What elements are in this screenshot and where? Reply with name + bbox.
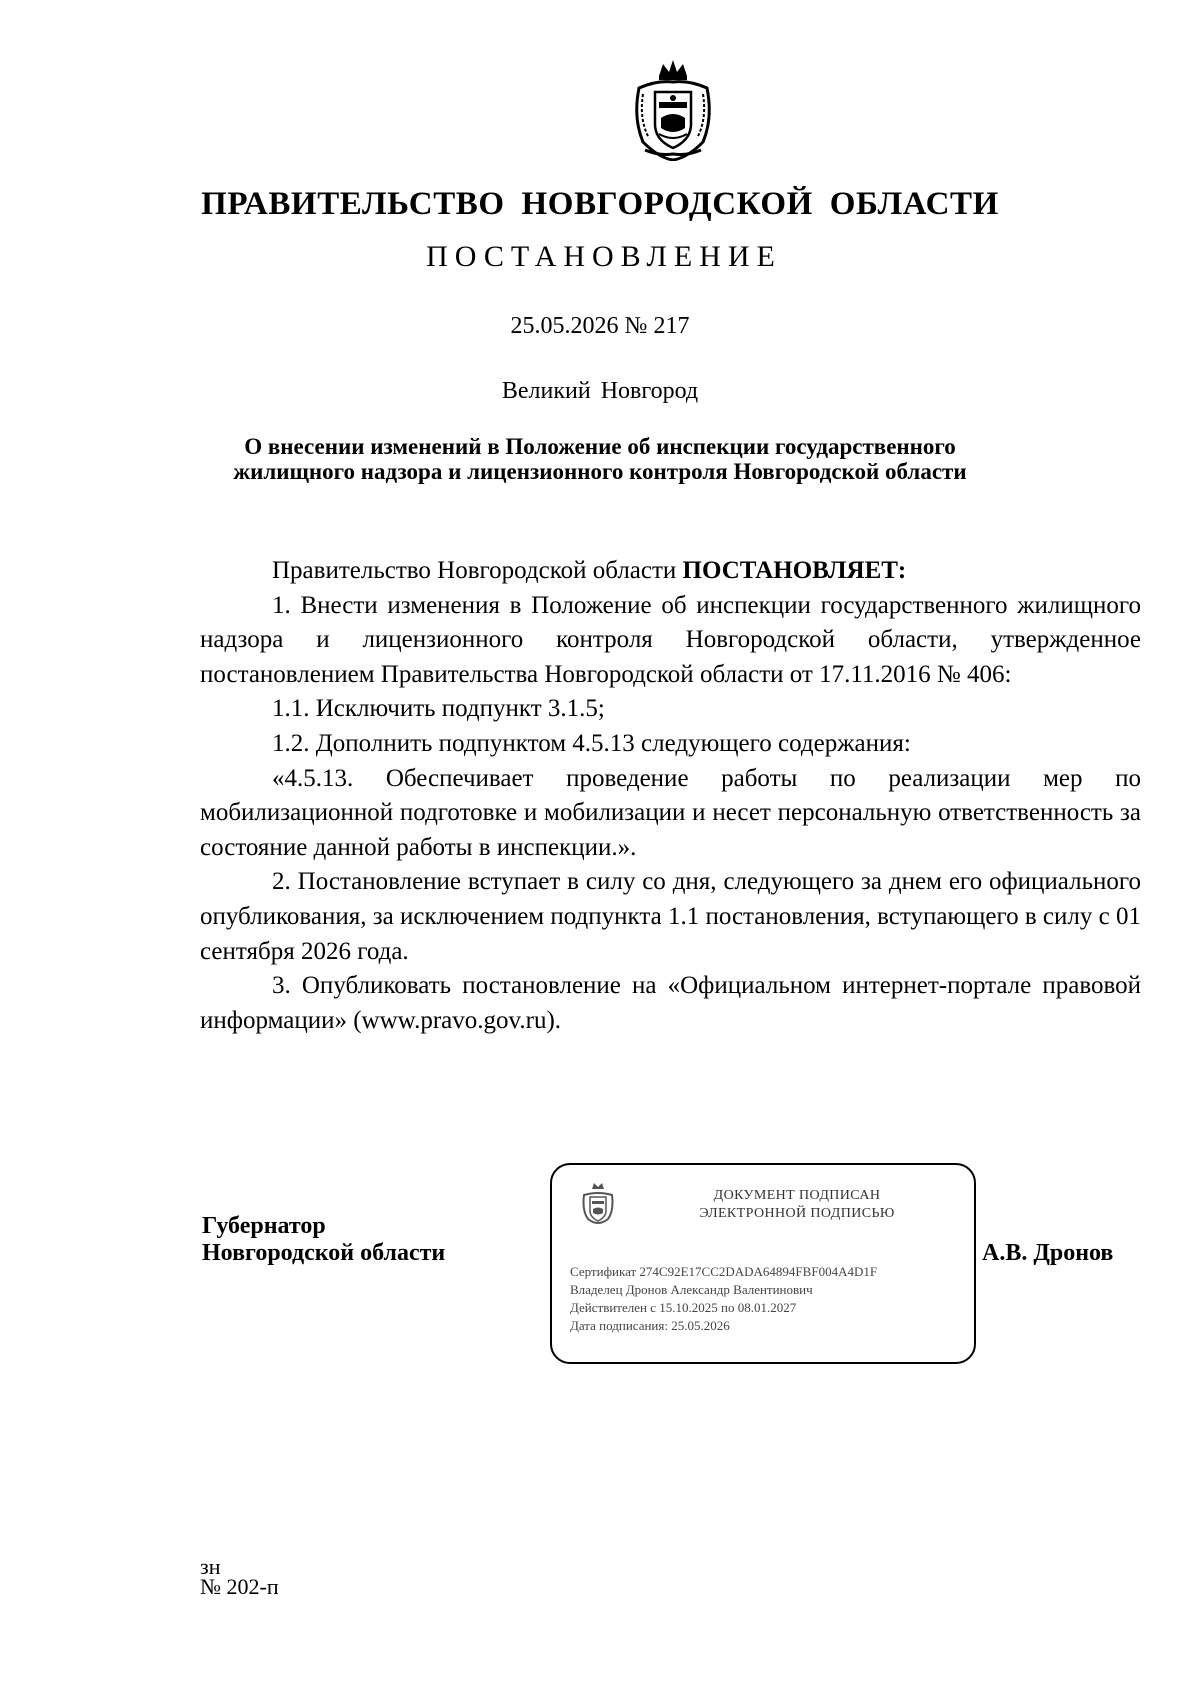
document-date-number: 25.05.2026 № 217: [510, 313, 690, 339]
novgorod-coat-of-arms-icon: [629, 58, 717, 161]
preamble-decree-word: ПОСТАНОВЛЯЕТ:: [682, 557, 907, 584]
signer-name: А.В. Дронов: [982, 1240, 1114, 1266]
stamp-header-line-1: ДОКУМЕНТ ПОДПИСАН: [713, 1188, 881, 1203]
document-body: [200, 554, 1141, 1038]
signer-title: [202, 1213, 445, 1267]
paragraph-1-2-text: «4.5.13. Обеспечивает проведение работы по реализации мер по мобилизационной подготовке и мобилизации и несет персональную ответственность за состояние данной работы в инспекции.».: [200, 764, 1141, 861]
paragraph-3: 3. Опубликовать постановление на «Официальном интернет-портале правовой информации» (www.pravo.gov.ru).: [200, 972, 1141, 1034]
paragraph-1-1: 1.1. Исключить подпункт 3.1.5;: [272, 695, 605, 723]
footer-code-line-1: зн: [200, 1554, 221, 1579]
stamp-validity: Действителен с 15.10.2025 по 08.01.2027: [570, 1300, 797, 1315]
document-city: Великий Новгород: [501, 378, 699, 404]
stamp-header: [652, 1187, 942, 1223]
paragraph-1: 1. Внести изменения в Положение об инспекции государственного жилищного надзора и лицензионного контроля Новгородской области, утвержденное постановлением Правительства Новгородской области от 17.11.2016 № 406:: [200, 591, 1141, 688]
document-subject: [180, 434, 1020, 484]
paragraph-1-2: 1.2. Дополнить подпунктом 4.5.13 следующего содержания:: [272, 729, 911, 757]
signer-title-line-2: Новгородской области: [202, 1240, 446, 1266]
preamble-text: Правительство Новгородской области: [272, 557, 683, 584]
organization-title: ПРАВИТЕЛЬСТВО НОВГОРОДСКОЙ ОБЛАСТИ: [201, 186, 999, 222]
footer-registration-code: [200, 1554, 279, 1599]
stamp-owner: Владелец Дронов Александр Валентинович: [570, 1282, 813, 1297]
subject-line-1: О внесении изменений в Положение об инспекции государственного: [244, 434, 956, 459]
footer-code-line-2: № 202-п: [200, 1574, 279, 1599]
stamp-header-line-2: ЭЛЕКТРОННОЙ ПОДПИСЬЮ: [699, 1206, 895, 1221]
electronic-signature-stamp: [550, 1163, 976, 1364]
stamp-certificate: Сертификат 274C92E17CC2DADA64894FBF004A4D1F: [570, 1264, 878, 1279]
stamp-signed-date: Дата подписания: 25.05.2026: [570, 1318, 730, 1333]
coat-of-arms-small-icon: [580, 1181, 616, 1227]
preamble: [200, 554, 1141, 589]
paragraph-2: 2. Постановление вступает в силу со дня, следующего за днем его официального опубликования, за исключением подпункта 1.1 постановления, вступающего в силу с 01 сентября 2026 года.: [200, 868, 1141, 965]
signer-title-line-1: Губернатор: [202, 1213, 326, 1239]
document-type: ПОСТАНОВЛЕНИЕ: [426, 240, 782, 273]
subject-line-2: жилищного надзора и лицензионного контроля Новгородской области: [233, 459, 967, 484]
